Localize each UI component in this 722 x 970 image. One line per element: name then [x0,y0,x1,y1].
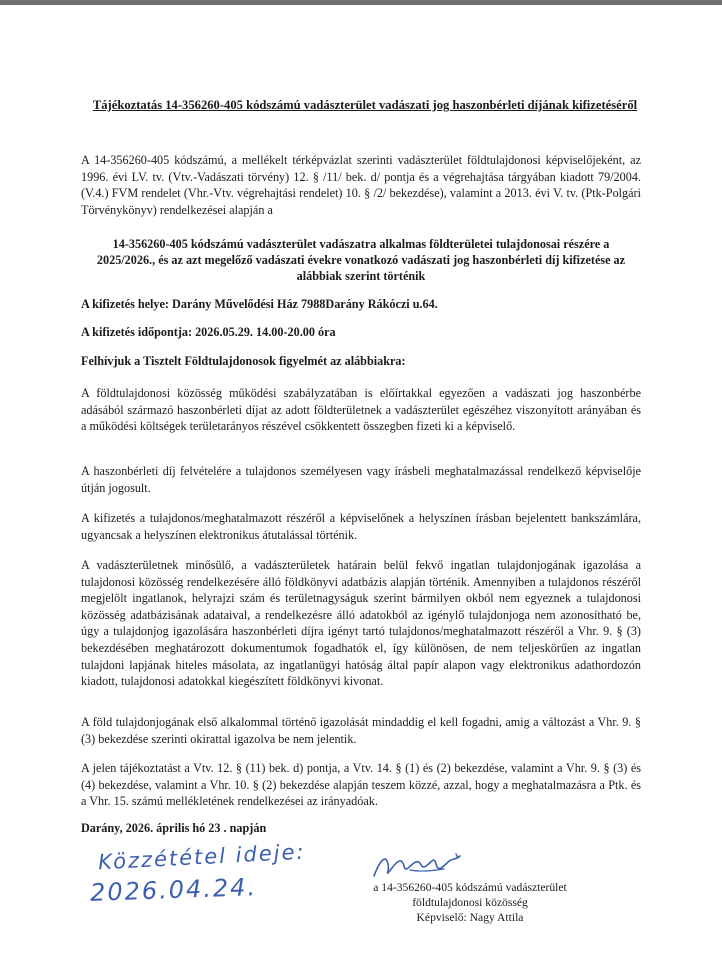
date-line: Darány, 2026. április hó 23 . napján [81,821,267,835]
paragraph-3: A kifizetés a tulajdonos/meghatalmazott részéről a képviselőnek a helyszínen írásban bejelentett bankszámlára, ugyancsak a helyszínen elektronikus átutalással történik. [81,511,641,542]
paragraph-4: A vadászterületnek minősülő, a vadászterületek határain belül fekvő ingatlan tulajdonjogának igazolása a tulajdonosi közösség rendelkezésére álló földkönyvi adatbázis alapján történik. Amennyiben a tulajdonos részéről megjelölt ingatlanok, helyrajzi szám és területnagyságuk szerint bármilyen okból nem egyeznek a tulajdonosi közösség adatbázisának adataival, a rendelkezésre álló adatokból az igénylő tulajdonjoga nem azonosítható be, úgy a tulajdonjog igazolására haszonbérleti díjra igényt tartó tulajdonos/meghatalmazott részéről a Vhr. 9. § (3) bekezdésében meghatározott dokumentumok fogadhatók el, így különösen, de nem teljeskörűen az ingatlan tulajdoni lapjának hiteles másolata, az ingatlanügyi hatóság által papír alapon vagy elektronikus adathordozón kiadott, tulajdonosi adatokkal kiegészített földkönyvi kivonat. [81,558,641,689]
signer-line-1: a 14-356260-405 kódszámú vadászterület [373,881,567,894]
paragraph-5: A föld tulajdonjogának első alkalommal történő igazolását mindaddig el kell fogadni, amig a változást a Vhr. 9. § (3) bekezdése szerinti okirattal igazolva be nem jelentik. [81,715,641,746]
handwritten-note-line1: Közzététel ideje: [97,839,307,875]
attention-heading: Felhívjuk a Tisztelt Földtulajdonosok figyelmét az alábbiakra: [81,354,406,368]
paragraph-1: A földtulajdonosi közösség működési szabályzatában is előírtakkal egyezően a vadászati jog haszonbérbe adásából származó haszonbérleti díjat az adott földterületnek a vadászterület egészéhez viszonyított arányában és a működési költségek területarányos részével csökkentett összegben fizeti ki a képviselő. [81,386,641,434]
signer-line-3: Képviselő: Nagy Attila [416,911,524,924]
payment-time: A kifizetés időpontja: 2026.05.29. 14.00-20.00 óra [81,325,336,339]
signature-icon [370,850,470,884]
signer-line-2: földtulajdonosi közösség [412,896,528,909]
document-title: Tájékoztatás 14-356260-405 kódszámú vadászterület vadászati jog haszonbérleti díjának kifizetéséről [92,98,638,112]
payment-place: A kifizetés helye: Darány Művelődési Ház 7988Darány Rákóczi u.64. [81,297,438,311]
announcement-paragraph: 14-356260-405 kódszámú vadászterület vadászatra alkalmas földterületei tulajdonosai részére a 2025/2026., és az azt megelőző vadászati évekre vonatkozó vadászati jog haszonbérleti díj kifizetése az alábbiak szerint történik [96,237,626,283]
intro-paragraph: A 14-356260-405 kódszámú, a mellékelt térképvázlat szerinti vadászterület földtulajdonosi képviselőjeként, az 1996. évi LV. tv. (Vtv.-Vadászati törvény) 12. § /11/ bek. d/ pontja és a végrehajtása tárgyában kiadott 79/2004. (V.4.) FVM rendelet (Vhr.-Vtv. végrehajtási rendelet) 10. § /2/ bekezdése), valamint a 2013. évi V. tv. (Ptk-Polgári Törvénykönyv) rendelkezései alapján a [81,153,641,217]
paragraph-2: A haszonbérleti díj felvételére a tulajdonos személyesen vagy írásbeli meghatalmazással rendelkező képviselője útján jogosult. [81,464,641,495]
handwritten-note-line2: 2026.04.24. [89,873,258,907]
paragraph-6: A jelen tájékoztatást a Vtv. 12. § (11) bek. d) pontja, a Vtv. 14. § (1) és (2) bekezdése, valamint a Vhr. 9. § (3) és (4) bekezdése, valamint a Vhr. 10. § (2) bekezdése alapján teszem közzé, azzal, hogy a meghatalmazásra a Ptk. és a Vhr. 15. számú mellékletének rendelkezései az irányadóak. [81,761,641,809]
signer-block [340,880,600,925]
